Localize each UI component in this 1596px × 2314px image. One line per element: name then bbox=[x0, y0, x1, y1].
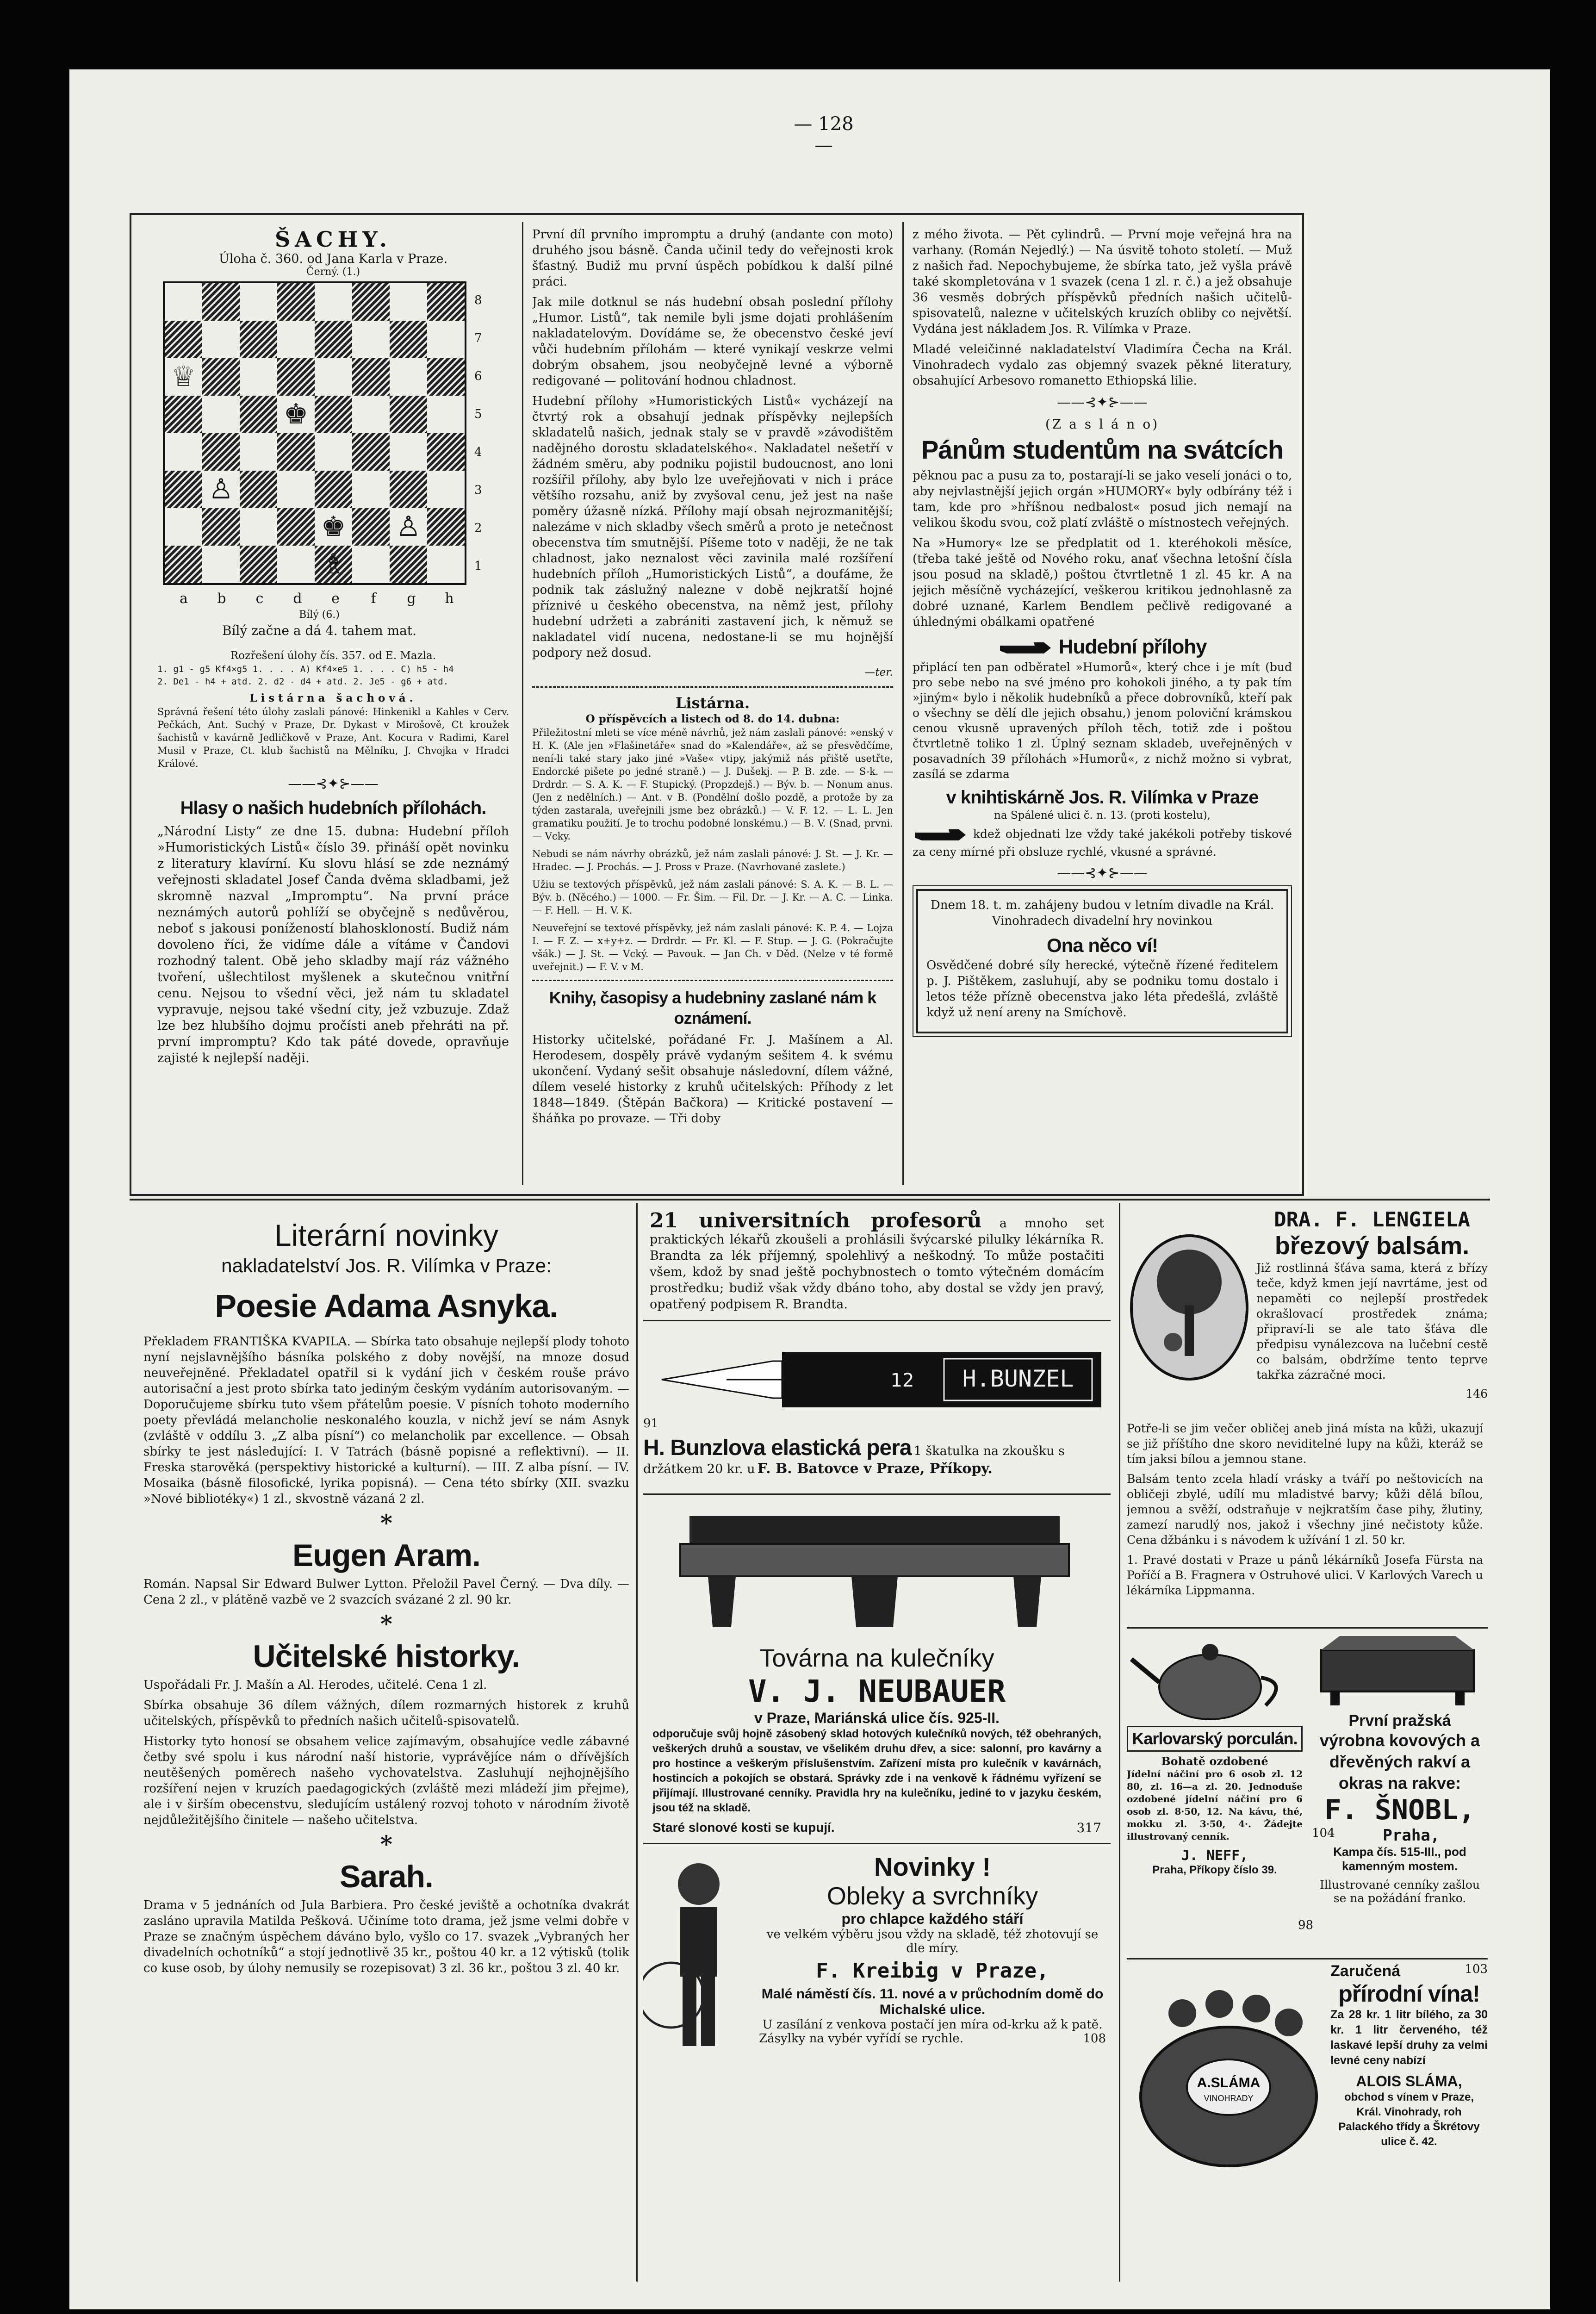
rank-label: 1 bbox=[474, 559, 482, 573]
kreibig-text3: Zásylky na vybér vyřídí se rychle. bbox=[759, 2032, 963, 2046]
lengiel-header bbox=[1256, 1208, 1488, 1400]
hudebni-prilohy-title bbox=[913, 634, 1292, 659]
slama-text: Za 28 kr. 1 litr bílého, za 30 kr. 1 litr červeného, též laskavé lepší druhy za velmi levné ceny nabízí bbox=[1330, 2008, 1488, 2067]
knihtiskarna-address: na Spálené ulici č. n. 13. (proti kostelu), bbox=[994, 809, 1211, 821]
ornament-divider: ——⊰✦⊱—— bbox=[1057, 865, 1148, 881]
listarna-text: Přiležitostní mleti se více méně návrhů, jež nám zaslali pánové: »enský v H. K. (Ale jen »Flašinetáře« snad do »Kalendáře«, až se přesvědčíme, není-li také stary jako jiné »Vaše« vtipy, jakýmiž nás přiště usetřte, Endorcké pišete po jedné straně.) — J. Dušekj. — P. B. zde. — S-k. — Drdrdr. — S. A. K. — F. Stupický. (Propzdejš.) — Býv. b. — Nonum anus. (Jen z nedělních.) — Ant. v B. (Pondělní došlo pozdě, a protože by za týden zastarala, uveřejnili jsme bez obrázků.) — V. F. 12. — L. L. Jen gramatiku použití. Je to trochu podobné lonskému.) — B. V. (Snad, prvni. — Vcky. bbox=[532, 727, 893, 842]
historky-text: Sbírka obsahuje 36 dílem vážných, dílem rozmarných historek z kruhů učitelských, příspěvků to předních našich učitelů-spisovatelů. bbox=[143, 1698, 629, 1728]
kreibig-ad-number: 108 bbox=[1083, 2032, 1106, 2046]
column-text: Mladé veleičinné nakladatelství Vladimíra Čecha na Král. Vinohradech vydalo zas objemný svazek pěkné literatury, obsahující Arbesovo romanetto Ethiopská lilie. bbox=[913, 342, 1292, 388]
file-label: d bbox=[293, 591, 302, 607]
slama-firm: ALOIS SLÁMA, bbox=[1356, 2073, 1462, 2090]
neubauer-footer-text: Staré slonové kosti se kupují. bbox=[652, 1820, 835, 1835]
panum-text: Na »Humory« lze se předplatit od 1. kteréhokoli měsíce, (třeba také ještě od Nového roku, anať všechna letošní čísla jsou posud na skladě,) poštou čtvrtletně 1 zl. 45 kr. A na jejich měsíčně vycházející, veškerou kritikou jednohlasně za dobré uznané, Karlem Bendlem pečlivě redigované a úhlednými obálkami opatřené bbox=[913, 536, 1292, 629]
bunzel-text-block bbox=[643, 1435, 1106, 1477]
neubauer-ad bbox=[643, 1498, 1111, 1840]
asnyk-title: Poesie Adama Asnyka. bbox=[215, 1288, 558, 1324]
file-label: e bbox=[331, 591, 340, 607]
lengiel-ad-number: 146 bbox=[1466, 1387, 1488, 1400]
middle-ads-column bbox=[643, 1208, 1111, 2286]
porcelan-ad bbox=[1127, 1631, 1303, 1877]
kreibig-text2: U zasílání z venkova postačí jen míra od-krku až k patě. bbox=[762, 2018, 1103, 2032]
theatre-announcement-box bbox=[916, 889, 1288, 1033]
kreibig-footer bbox=[759, 2032, 1106, 2046]
slama-ad bbox=[1127, 1962, 1488, 2221]
sarah-title: Sarah. bbox=[340, 1859, 433, 1894]
porcelan-ad-number: 98 bbox=[1298, 1918, 1314, 1932]
file-label: g bbox=[407, 591, 416, 607]
kreibig-sub: Obleky a svrchníky bbox=[826, 1882, 1038, 1910]
pointing-hand-icon bbox=[998, 639, 1053, 657]
hudebni-text: připlácí ten pan odběratel »Humorů«, který chce i je mít (buď pro sebe nebo na své jméno pro kohokoli jiného, a ty pak tím »jiným« bylo i několik hudebníků a přece dobrovníků, kteří pak o všechny se dělí dle jejich obsahu,) jenom poloviční krámskou cenou vkusně upravených příloh těch, totiž zde i poštou čtvrtletně toliko 1 zl. Úplný seznam skladeb, uveřejněných v posavadních 39 přílohách »Humorů«, z nichž možno si vybrat, zasílá se zdarma bbox=[913, 660, 1292, 781]
queen-piece-icon: ♕ bbox=[171, 361, 196, 393]
column-text: z mého života. — Pět cylindrů. — První moje veřejná hra na varhany. (Román Nejedlý.) — Na úsvitě tohoto století. — Muž z našich řad. Nepochybujeme, že sbírka tato, jež vyšla právě také skompletována v 1 svazek (cena 1 zl. r. č.) a jež obsahuje 36 vesměs dobrých příspěvků předních našich učitelů-spisovatelů, nalezne v učitelských kruzích obliby co největší. Vydána jest nákladem Jos. R. Vilímka v Praze. bbox=[913, 228, 1292, 336]
asterisk-divider: * bbox=[380, 1830, 393, 1858]
solution-line: 1. g1 - g5 Kf4×g5 1. . . . A) Kf4×e5 1. . . . C) h5 - h4 bbox=[157, 664, 454, 674]
pen-nib-icon bbox=[643, 1333, 1106, 1426]
knihtiskarna-title: v knihtiskárně Jos. R. Vilímka v Praze bbox=[946, 787, 1259, 808]
file-label: a bbox=[180, 591, 188, 607]
box-title: Ona něco ví! bbox=[1046, 934, 1158, 956]
rank-labels bbox=[474, 281, 488, 585]
slama-title: Zaručená bbox=[1330, 1962, 1401, 1980]
ad-divider bbox=[636, 1203, 638, 2282]
lengiel-ad bbox=[1127, 1208, 1488, 1624]
bunzel-headline: H. Bunzlova elastická pera bbox=[643, 1436, 912, 1460]
bunzel-ad bbox=[643, 1324, 1111, 1491]
neubauer-text: odporučuje svůj hojně zásobený sklad hotových kulečníků nových, též obehraných, veškerých druhů a soustav, ve všelikém druhu dřev, a sice: salonní, pro kavárny a pro hostince a veškerým příslušenstvím. Zařízení místa pro kulečník v kavárnách, hostincích a pokojích se obstará. Správky zde i na venkově k řádnému vyřízení se přijímají. Illustrované cenníky. Pravidla hry na kulečníku, jediné to v jazyku českém, jsou též na skladě. bbox=[652, 1728, 1101, 1814]
potreby-text-span: kdež objednati lze vždy také jakékoli potřeby tiskové za ceny mírné při obsluze rychlé, vkusné a správné. bbox=[913, 827, 1292, 858]
asterisk-divider: * bbox=[380, 1610, 393, 1637]
column-divider bbox=[902, 222, 904, 1185]
hlasy-text: „Národní Listy“ ze dne 15. dubna: Hudební příloh »Humoristických Listů« číslo 39. přináší opět novinku z literatury klavírní. Ku slovu hlásí se zde neznámý veřejnosti skladatel Josef Čanda dvěma skladbami, jež skromně nazval „Impromptu“. Na první práce neznámých autorů pohlíží se obyčejně s nedůvěrou, neboť s jakousi ponížeností blahoskloností. Budiž nám dovoleno říci, že vidíme dále a vítáme v Čandovi rozhodný talent. Obě jeho skladby mají ráz vážného tvoření, ušlechtilost myšlenek a skutečnou vnitřní cenu. Nejsou to všední věci, jež nám tu skladatel vypravuje, nejsou také všední city, jež vzbuzuje. Zdaž lze bez hlubšího dojmu pročísti aneb přehráti na př. první impromptu? Kdo tak páté dovede, opravňuje zajisté k nejlepší naději. bbox=[157, 824, 509, 1065]
divider bbox=[532, 980, 893, 981]
coffin-icon bbox=[1312, 1631, 1483, 1710]
lit-title: Literární novinky bbox=[274, 1218, 499, 1252]
chess-title: ŠACHY. bbox=[275, 227, 391, 252]
wine-barrel-icon bbox=[1127, 1976, 1335, 2194]
rank-label: 4 bbox=[474, 445, 482, 459]
pointing-hand-icon bbox=[913, 826, 968, 844]
snobl-sub: výrobna kovových a dřevěných rakví a okras na rakve: bbox=[1319, 1731, 1480, 1792]
historky-text: Historky tyto honosí se obsahem velice zajímavým, obsahujíce vedle zábavné četby své spolu i kus národní naší historie, vyprávějíce nám o dřívějších neutěšených poměrech našeho vychovatelstva. Zasluhují nejhojnějšího rozšíření nejen v kruzích paedagogických (zvláště mezi mládeží jim přejme), ale i v širším obecenstvu, sledujícím ustálený rozvoj tohoto v národním životě nejdůležitějšího činitele — našeho učitelstva. bbox=[143, 1735, 629, 1827]
pawn-piece-icon: ♙ bbox=[396, 510, 421, 543]
listarna-text: Neuveřejní se textové příspěvky, jež nám zaslali pánové: K. P. 4. — Lojza I. — F. Z. — x+y+z. — Drdrdr. — Fr. Kl. — F. Stup. — J. G. (Pokračujte všák.) — J. St. — Vcký. — Pavouk. — Jan Ch. v Děd. (Nelze v té formě uveřejnit.) — F. V. v M. bbox=[532, 922, 893, 972]
lengiel-text: Již rostlinná šťáva sama, která z břízy teče, když kmen její navrtáme, jest od nepaměti co nejlepší prostředek okrašlovací prostředek známa; připraví-li se ale tato šťáva dle předpisu vynálezcova na lučební cestě co balsám, obdržíme tento teprve takřka zázračné moci. bbox=[1256, 1261, 1488, 1381]
kreibig-firm: F. Kreibig v Praze, bbox=[816, 1959, 1049, 1983]
brandt-text: a mnoho set praktických lékařů zkoušeli a prohlásili švýcarské pilulky lékárníka R. Brandta za lék příjemný, spolehlivý a neškodný. To může postačiti všem, kdož by snad ještě pochybnostech o tomto výtečném domácím prostředku; budiž však vždy dbáno toho, aby dostal se vždy jen pravý, opatřený podpisem R. Brandta. bbox=[650, 1216, 1105, 1312]
column-divider bbox=[522, 222, 523, 1185]
rank-label: 5 bbox=[474, 407, 482, 421]
barrel-text: A.SLÁMA bbox=[1197, 2075, 1261, 2090]
knihy-title: Knihy, časopisy a hudebniny zaslané nám k oznámení. bbox=[549, 988, 876, 1027]
divider bbox=[532, 686, 893, 688]
ad-separator bbox=[1127, 1627, 1488, 1629]
music-column bbox=[532, 227, 893, 1185]
snobl-ad bbox=[1312, 1631, 1488, 1905]
lengiel-text: 1. Pravé dostati v Praze u pánů lékárníků Josefa Fürsta na Poříčí a B. Fragnera v Ostruhové ulici. V Karlových Varech u lékárníka Lippmanna. bbox=[1127, 1553, 1483, 1597]
chess-diagram bbox=[157, 281, 509, 647]
solution-title: Rozřešení úlohy čís. 357. od E. Mazla. bbox=[230, 650, 436, 662]
hudebni-title-text: Hudební přílohy bbox=[1058, 635, 1207, 658]
ad-separator bbox=[643, 1843, 1111, 1844]
signature: —ter. bbox=[864, 666, 893, 678]
ornament-divider: ——⊰✦⊱—— bbox=[288, 776, 379, 792]
box-text: Dnem 18. t. m. zahájeny budou v letním divadle na Král. Vinohradech divadelní hry novinkou bbox=[930, 898, 1274, 928]
solution-line: 2. De1 - h4 + atd. 2. d2 - d4 + atd. 2. Je5 - g6 + atd. bbox=[157, 677, 449, 687]
kreibig-sub2: pro chlapce každého stáří bbox=[841, 1910, 1024, 1927]
listarna-text: Užiu se textových příspěvků, jež nám zaslali pánové: S. A. K. — B. L. — Býv. b. (Něcého.) — 1000. — Fr. Šim. — Fil. Dr. — J. Kr. — A. C. — Linka. — F. Hell. — H. V. K. bbox=[532, 879, 893, 916]
billiard-table-icon bbox=[652, 1502, 1097, 1641]
ad-separator bbox=[643, 1320, 1111, 1321]
bishop-piece-icon: ♗ bbox=[321, 548, 346, 580]
literary-novelties-ad bbox=[143, 1217, 629, 2282]
file-label: b bbox=[217, 591, 226, 607]
kreibig-text: ve velkém výběru jsou vždy na skladě, též zhotovují se dle míry. bbox=[766, 1928, 1099, 1955]
black-label: Černý. (1.) bbox=[306, 266, 360, 278]
historky-text: Uspořádali Fr. J. Mašín a Al. Herodes, učitelé. Cena 1 zl. bbox=[143, 1678, 487, 1692]
lengiel-sub: březový balsám. bbox=[1274, 1232, 1470, 1260]
slama-title2: přírodní vína! bbox=[1338, 1981, 1480, 2007]
neubauer-footer bbox=[652, 1820, 1101, 1835]
pawn-piece-icon: ♙ bbox=[208, 473, 234, 505]
column-text: Jak mile dotknul se nás hudební obsah poslední přílohy „Humor. Listů“, tak nemile byli jsme dojati prohlášením nakladatelovým. Dovídáme se, že obecenstvo české jeví vůči hudebním přílohám — které vynikají veskrze velmi dobrým obsahem, jsou neobyčejně levné a výborně redigované — politování hodnou chladnost. bbox=[532, 295, 893, 388]
panum-text: pěknou pac a pusu za to, postarají-li se jako veselí jonáci o to, aby nejvlastnější jejich orgán »HUMORY« byly odbírány též i tam, kde pro »hříšnou nedbalost« posud jich nemají na velikou škodu svou, což platí zvláště o místnostech veřejných. bbox=[913, 469, 1292, 530]
snobl-title: První pražská bbox=[1348, 1712, 1451, 1729]
knihy-text: Historky učitelské, pořádané Fr. J. Mašínem a Al. Herodesem, dospěly právě vydaným sešitem 4. k svému ukončení. Vydaný sešit obsahuje následovní, dílem vážné, dílem veselé historky z kruhů učitelských: Příhody z let 1848—1849. (Štěpán Bačkora) — Kritické postavení — šháňka po provaze. — Tři doby bbox=[532, 1033, 893, 1126]
porcelan-sub: Bohatě ozdobené bbox=[1161, 1754, 1268, 1768]
kreibig-address: Malé náměstí čís. 11. nové a v průchodním domě do Michalské ulice. bbox=[761, 1986, 1104, 2017]
barrel-subtext: VINOHRADY bbox=[1204, 2094, 1254, 2103]
kreibig-ad bbox=[643, 1847, 1111, 2106]
chess-listarna-title: Listárna šachová. bbox=[249, 692, 417, 704]
file-label: c bbox=[255, 591, 264, 607]
rank-label: 7 bbox=[474, 331, 482, 345]
eugen-text: Román. Napsal Sir Edward Bulwer Lytton. Přeložil Pavel Černý. — Dva díly. — Cena 2 zl., v plátěně vazbě ve 2 svazcích svázané 2 zl. 90 kr. bbox=[143, 1577, 629, 1607]
listarna-text: Nebudi se nám návrhy obrázků, jež nám zaslali pánové: J. St. — J. Kr. — Hradec. — J. Prochás. — J. Pross v Praze. (Navrhované zaslete.) bbox=[532, 848, 893, 872]
asterisk-divider: * bbox=[380, 1509, 393, 1536]
brandt-title: 21 universitních profesorů bbox=[650, 1209, 982, 1232]
pen-number-text: 12 bbox=[890, 1370, 914, 1391]
neubauer-name: V. J. NEUBAUER bbox=[748, 1673, 1006, 1709]
potreby-text bbox=[913, 826, 1292, 859]
kreibig-text-block bbox=[759, 1852, 1106, 2046]
white-label: Bílý (6.) bbox=[299, 609, 340, 621]
ad-separator bbox=[1127, 1958, 1488, 1959]
announcements-column bbox=[913, 227, 1292, 1185]
asnyk-text: Překladem FRANTIŠKA KVAPILA. — Sbírka tato obsahuje nejlepší plody tohoto nyní nejslavnějšího básníka polského z doby novější, na mnoze dosud neuveřejněné. Překladatel opatřil si k vydání jich v českém rouše právo autorisační a jest proto sbírka tato jediným českým vydáním autorisovaným. — Doporučujeme sbírku tuto všem přátelům poesie. V písních tohoto moderního poety převládá melancholie neskonalého kouzla, v nichž jeví se nám Asnyk (zvláště v oddílu 3. „Z alba písní“) co melancholik par excellence. — Obsah sbírky te jest následující: I. V Tatrách (básně popisné a reflektivní). — II. Freska starověká (perspektivy historické a kulturní). — III. Z alba písní. — IV. Mosaika (básně filosofické, lyrika popisná). — Cena této sbírky (XII. svazku »Nové bibliotéky«) 1 zl., skvostně vázaná 2 zl. bbox=[143, 1335, 629, 1506]
slama-text-block bbox=[1330, 1962, 1488, 2149]
rank-label: 6 bbox=[474, 369, 482, 383]
neubauer-address: v Praze, Mariánská ulice čís. 925-II. bbox=[754, 1710, 1000, 1726]
snobl-city-row bbox=[1312, 1826, 1488, 1845]
chess-caption: Bílý začne a dá 4. tahem mat. bbox=[222, 623, 416, 638]
ads-top-rule bbox=[130, 1199, 1490, 1201]
snobl-city: Praha, bbox=[1383, 1826, 1440, 1845]
column-text: Hudební přílohy »Humoristických Listů« vycházejí na čtvrtý rok a obsahují jednak příspěvky nejlepších skladatelů našich, jednak staly se v pravdě »závodištěm nadějného dorostu skladatelského«. Nakladatel nešetří v žádném směru, aby podniku pojistil budoucnost, ano loni rozšířil přílohy, aby bylo lze uveřejňovati v nich i práce většího rozsahu, aniž by zvyšoval cenu, jež jest na naše poměry úžasně nízká. Přílohy mají obsah nejrozmanitější; nalezáme v nich skladby všech směrů a proto je netečnost obecenstva tím smutnější. Píšeme toto v naději, že ne tak chladnost, jako neznalost věci zavinila malé rozšíření hudebních příloh „Humoristických Listů“, a doufáme, že podnik tak záslužný nalezne v době nejkratší hojné příznivé u českého obecenstva, na němž jest, přílohy hudební udržeti a zabrániti zastavení jich, k němuž se nakladatel vidí nucena, nedostane-li se mu hojnější podpory než dosud. bbox=[532, 394, 893, 660]
page-number: — 128 — bbox=[794, 113, 854, 156]
chess-listarna-text: Správná řešení této úlohy zaslali pánové: Hinkenikl a Kahles v Cerv. Pečkách, Ant. Suchý v Praze, Dr. Dykast v Mirošově, Ct kroužek šachistů v kavárně Jedličkově v Praze, Ant. Kocura v Radimi, Karel Musil v Praze, Ct. klub šachistů na Mělníku, J. Chvojka v Hradci Králové. bbox=[157, 706, 509, 769]
neubauer-ad-number: 317 bbox=[1076, 1820, 1101, 1835]
neubauer-title: Továrna na kulečníky bbox=[759, 1644, 994, 1672]
column-text: První díl prvního impromptu a druhý (andante con moto) druhého jsou básně. Čanda učinil tedy do veřejnosti krok šťastný. Budiž mu první úspěch pobídkou k další pilné práci. bbox=[532, 228, 893, 289]
lengiel-text: Potře-li se jim večer obličej aneb jiná místa na kůži, ukazují se již příštího dne skoro neviditelné lupy na kůži, kteráž se tím jaksi bílou a jemnou stane. bbox=[1127, 1422, 1483, 1466]
listarna-title: Listárna. bbox=[675, 694, 750, 712]
porcelan-title: Karlovarský porculán. bbox=[1127, 1726, 1303, 1752]
hlasy-title: Hlasy o našich hudebních přílohách. bbox=[180, 798, 486, 818]
slama-title-row bbox=[1330, 1962, 1488, 1980]
lengiel-body bbox=[1127, 1421, 1483, 1603]
panum-title: Pánům studentům na svátcích bbox=[921, 435, 1284, 464]
chess-column bbox=[157, 227, 509, 1185]
ad-divider bbox=[1119, 1203, 1120, 2282]
rank-label: 8 bbox=[474, 293, 482, 307]
rank-label: 2 bbox=[474, 521, 482, 535]
snobl-address: Kampa čís. 515-III., pod kamenným mostem. bbox=[1333, 1845, 1466, 1873]
teapot-icon bbox=[1127, 1631, 1293, 1724]
ornament-divider: ——⊰✦⊱—— bbox=[1057, 394, 1148, 411]
zaslano-label: (Z a s l á n o) bbox=[1045, 417, 1160, 432]
listarna-subtitle: O příspěvcích a listech od 8. do 14. dubna: bbox=[585, 713, 840, 725]
chess-task: Úloha č. 360. od Jana Karla v Praze. bbox=[218, 252, 448, 266]
sarah-text: Drama v 5 jednáních od Jula Barbiera. Pro české jeviště a ochotníka dvakrát zasláno upravila Matilda Pešková. Učiníme toto drama, jež jsme velmi dobře v Praze se značným úspěchem dáváno bylo, vyšlo co 17. svazek „Vybraných her divadelních ochotníků“ a stojí jednotlivě 35 kr., poštou 40 kr. a 12 výtisků (tolik co kuse osob, by úlohy nemusily se rozepisovat) 3 zl. 36 kr., poštou 3 zl. 40 kr. bbox=[143, 1898, 629, 1975]
file-labels bbox=[165, 591, 470, 607]
bunzel-text: 1 škatulka na zkoušku s držátkem 20 kr. u bbox=[643, 1444, 1065, 1476]
porcelan-address: Praha, Příkopy číslo 39. bbox=[1152, 1864, 1277, 1876]
snobl-text: Illustrované cenníky zašlou se na požádání franko. bbox=[1320, 1878, 1480, 1905]
file-label: h bbox=[445, 591, 454, 607]
lit-publisher: nakladatelství Jos. R. Vilímka v Praze: bbox=[221, 1255, 552, 1276]
king-piece-icon: ♚ bbox=[321, 510, 346, 543]
brandt-ad bbox=[643, 1208, 1111, 1317]
porcelain-and-coffin-ads bbox=[1127, 1631, 1488, 1955]
birch-tree-medallion-icon bbox=[1127, 1231, 1252, 1384]
box-text: Osvědčené dobré síly herecké, výtečně řízené ředitelem p. J. Pištěkem, zasluhují, aby se podniku tomu dostalo i letos téže přízně obecenstva jako léta předešlá, zvláště když už není areny na Smíchově. bbox=[926, 958, 1278, 1020]
ad-separator bbox=[643, 1493, 1111, 1495]
historky-title: Učitelské historky. bbox=[253, 1639, 520, 1674]
kreibig-title: Novinky ! bbox=[874, 1852, 991, 1881]
porcelan-text: Jídelní náčiní pro 6 osob zl. 12 80, zl. 16—a zl. 20. Jednoduše ozdobené jídelní náčiní pro 6 osob zl. 8·50, 12. Na kávu, thé, mokku zl. 3·50, 4·. Žádejte illustrovaný cenník. bbox=[1127, 1768, 1303, 1842]
boy-figure-icon bbox=[643, 1856, 754, 2078]
eugen-title: Eugen Aram. bbox=[292, 1538, 480, 1573]
bunzel-address: F. B. Batovce v Praze, Příkopy. bbox=[757, 1461, 993, 1477]
snobl-firm: F. ŠNOBL, bbox=[1324, 1794, 1475, 1826]
lengiel-text: Balsám tento zcela hladí vrásky a tváří po neštovicích na obličeji zbylé, udílí mu mladistvé barvy; kůži dělá bílou, jemnou a svěží, odstraňuje v nejkratším čase pihy, žlutiny, zamezí narudlý nos, jakož i všechny jiné nečistoty kůže. Cena džbánku i s návodem k užívání 1 zl. 50 kr. bbox=[1127, 1472, 1483, 1547]
chess-board bbox=[163, 281, 466, 585]
right-ads-column bbox=[1127, 1208, 1488, 2286]
newspaper-page bbox=[69, 69, 1550, 2309]
file-label: f bbox=[371, 591, 376, 607]
porcelan-firm: J. NEFF, bbox=[1181, 1847, 1248, 1864]
bunzel-ad-number: 91 bbox=[643, 1417, 659, 1431]
slama-ad-number: 103 bbox=[1465, 1962, 1488, 1976]
slama-address: obchod s vínem v Praze, Král. Vinohrady, roh Palackého třídy a Škrétovy ulice č. 42. bbox=[1338, 2091, 1480, 2148]
rank-label: 3 bbox=[474, 483, 482, 497]
pen-label-text: H.BUNZEL bbox=[962, 1365, 1074, 1392]
black-king-piece-icon: ♚ bbox=[283, 398, 309, 430]
snobl-ad-number: 104 bbox=[1312, 1826, 1335, 1840]
lengiel-title: DRA. F. LENGIELA bbox=[1274, 1208, 1470, 1232]
